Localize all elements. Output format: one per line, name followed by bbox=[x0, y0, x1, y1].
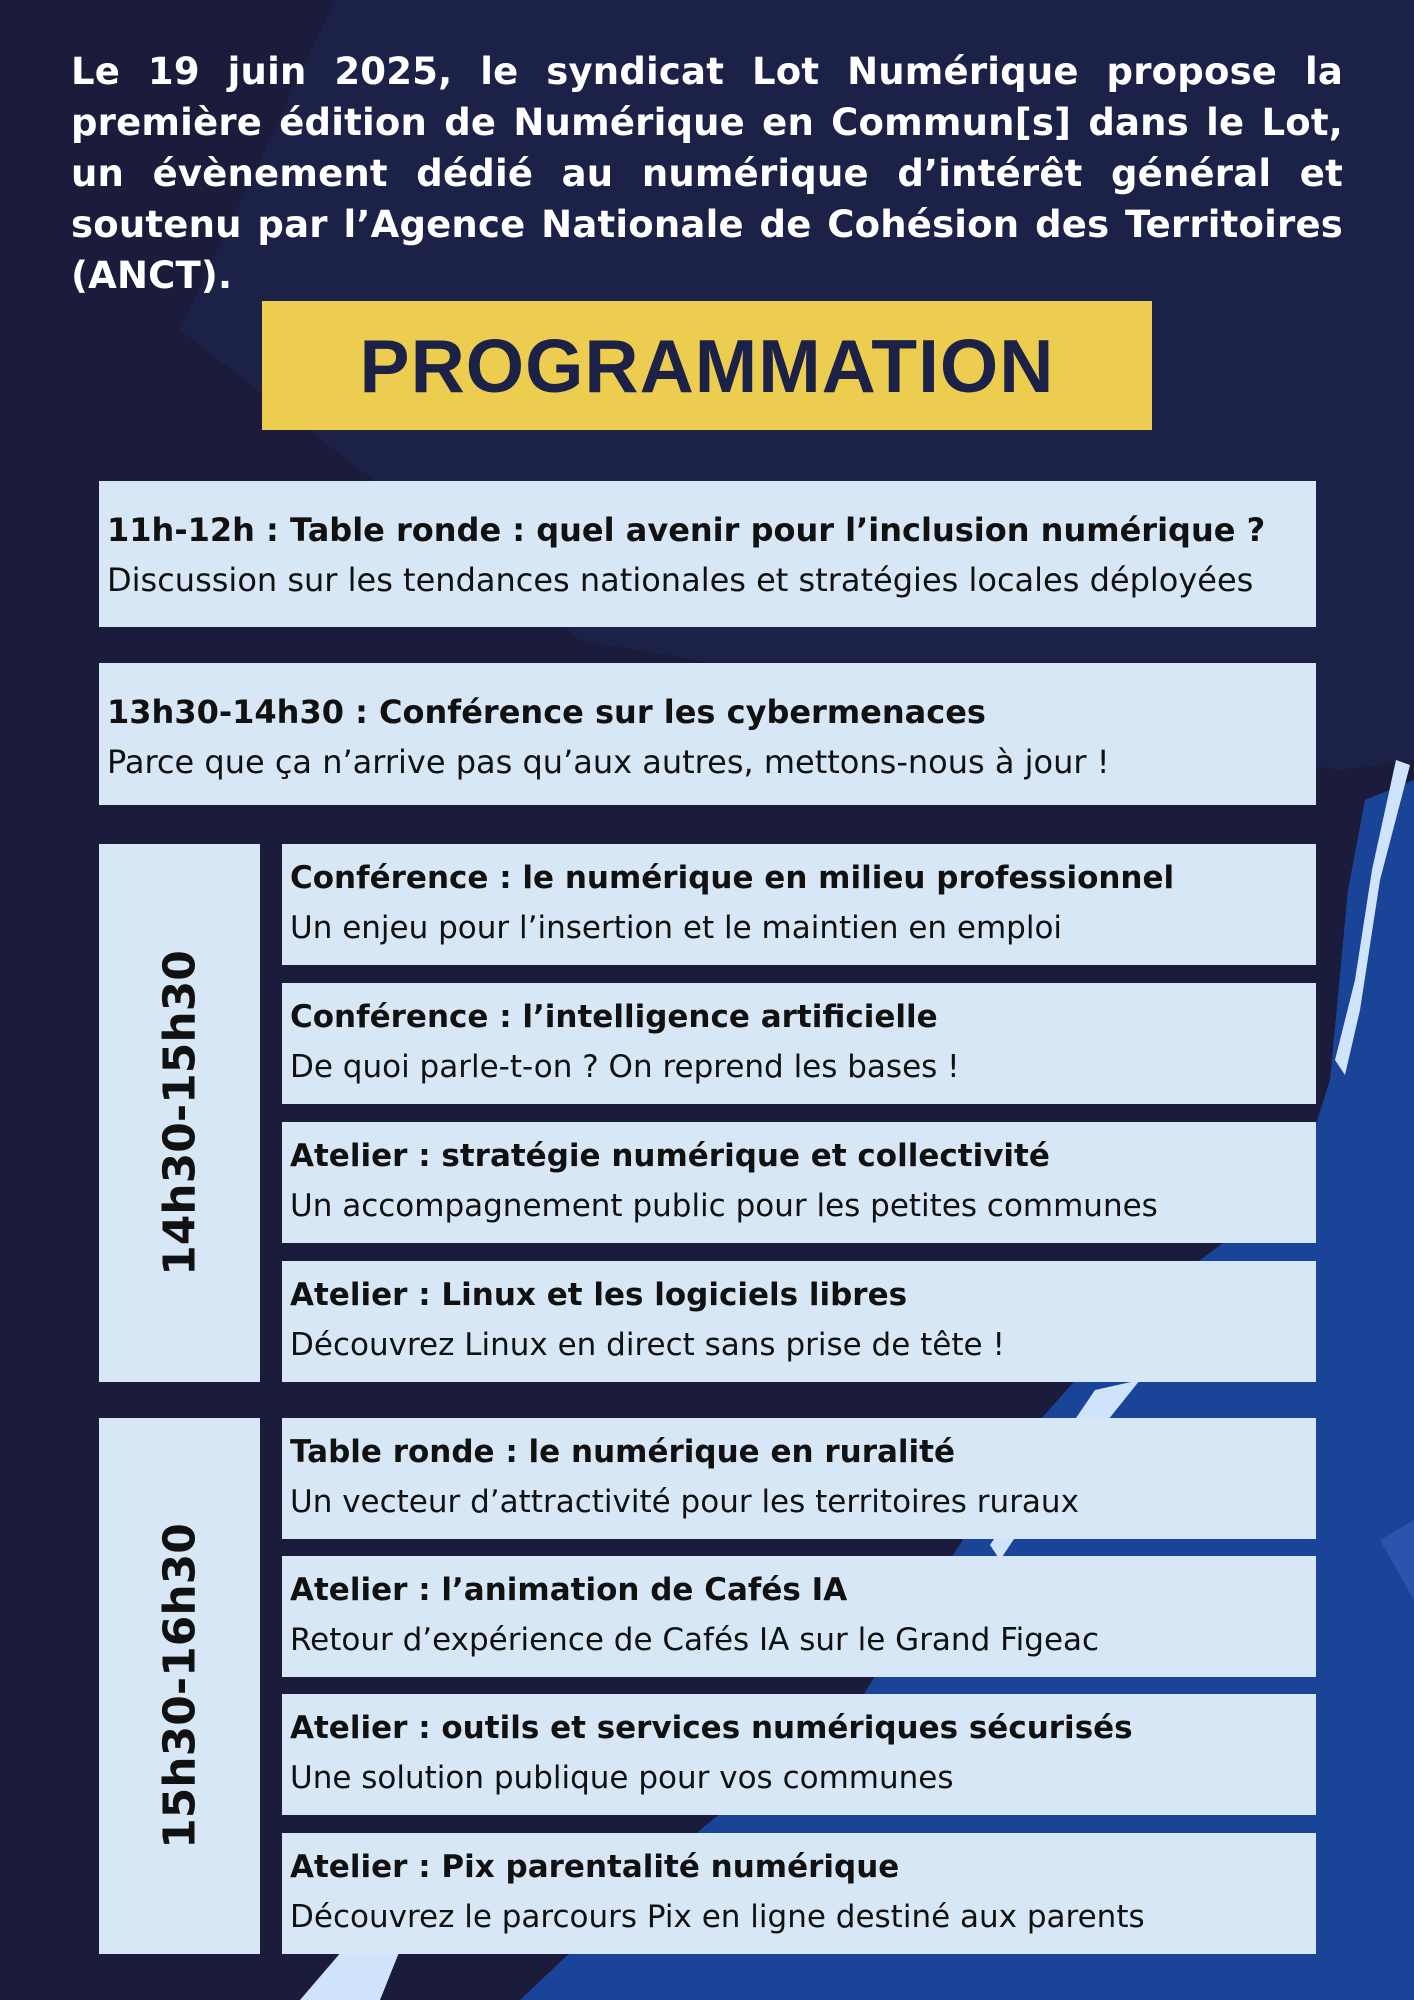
program-item bbox=[282, 1418, 1316, 1539]
item-title: Atelier : Pix parentalité numérique bbox=[290, 1849, 900, 1885]
item-subtitle: De quoi parle-t-on ? On reprend les bases ! bbox=[290, 1049, 960, 1085]
program-item bbox=[282, 1122, 1316, 1243]
program-item bbox=[282, 844, 1316, 965]
item-title: Atelier : l’animation de Cafés IA bbox=[290, 1572, 848, 1608]
item-title: Conférence : le numérique en milieu professionnel bbox=[290, 860, 1175, 896]
program-item bbox=[282, 1556, 1316, 1677]
time-slot-label bbox=[99, 1418, 260, 1954]
item-subtitle: Découvrez Linux en direct sans prise de tête ! bbox=[290, 1327, 1005, 1363]
session-title: 11h-12h : Table ronde : quel avenir pour l’inclusion numérique ? bbox=[107, 511, 1266, 549]
item-subtitle: Un enjeu pour l’insertion et le maintien en emploi bbox=[290, 910, 1063, 946]
session-title: 13h30-14h30 : Conférence sur les cybermenaces bbox=[107, 693, 986, 731]
intro-text: Le 19 juin 2025, le syndicat Lot Numérique propose la première édition de Numérique en Commun[s] dans le Lot, un évènement dédié au numérique d’intérêt général et soutenu par l’Agence Nationale de Cohésion des Territoires (ANCT). bbox=[71, 50, 1343, 297]
item-subtitle: Retour d’expérience de Cafés IA sur le Grand Figeac bbox=[290, 1622, 1100, 1658]
item-title: Table ronde : le numérique en ruralité bbox=[290, 1434, 956, 1470]
item-title: Atelier : outils et services numériques sécurisés bbox=[290, 1710, 1133, 1746]
program-item bbox=[282, 1261, 1316, 1382]
time-slot-label bbox=[99, 844, 260, 1382]
item-title: Atelier : stratégie numérique et collectivité bbox=[290, 1138, 1050, 1174]
time-slot-text: 14h30-15h30 bbox=[154, 950, 205, 1276]
session-subtitle: Discussion sur les tendances nationales et stratégies locales déployées bbox=[107, 561, 1254, 599]
program-item bbox=[282, 1694, 1316, 1815]
program-item bbox=[282, 1833, 1316, 1954]
item-title: Conférence : l’intelligence artificielle bbox=[290, 999, 938, 1035]
item-subtitle: Un accompagnement public pour les petites communes bbox=[290, 1188, 1158, 1224]
item-title: Atelier : Linux et les logiciels libres bbox=[290, 1277, 908, 1313]
session-card bbox=[99, 663, 1316, 805]
session-subtitle: Parce que ça n’arrive pas qu’aux autres, mettons-nous à jour ! bbox=[107, 743, 1110, 781]
program-item bbox=[282, 983, 1316, 1104]
item-subtitle: Une solution publique pour vos communes bbox=[290, 1760, 954, 1796]
time-slot-text: 15h30-16h30 bbox=[154, 1523, 205, 1849]
item-subtitle: Un vecteur d’attractivité pour les territoires ruraux bbox=[290, 1484, 1079, 1520]
item-subtitle: Découvrez le parcours Pix en ligne destiné aux parents bbox=[290, 1899, 1145, 1935]
session-card bbox=[99, 481, 1316, 627]
programmation-banner: PROGRAMMATION bbox=[262, 301, 1152, 430]
